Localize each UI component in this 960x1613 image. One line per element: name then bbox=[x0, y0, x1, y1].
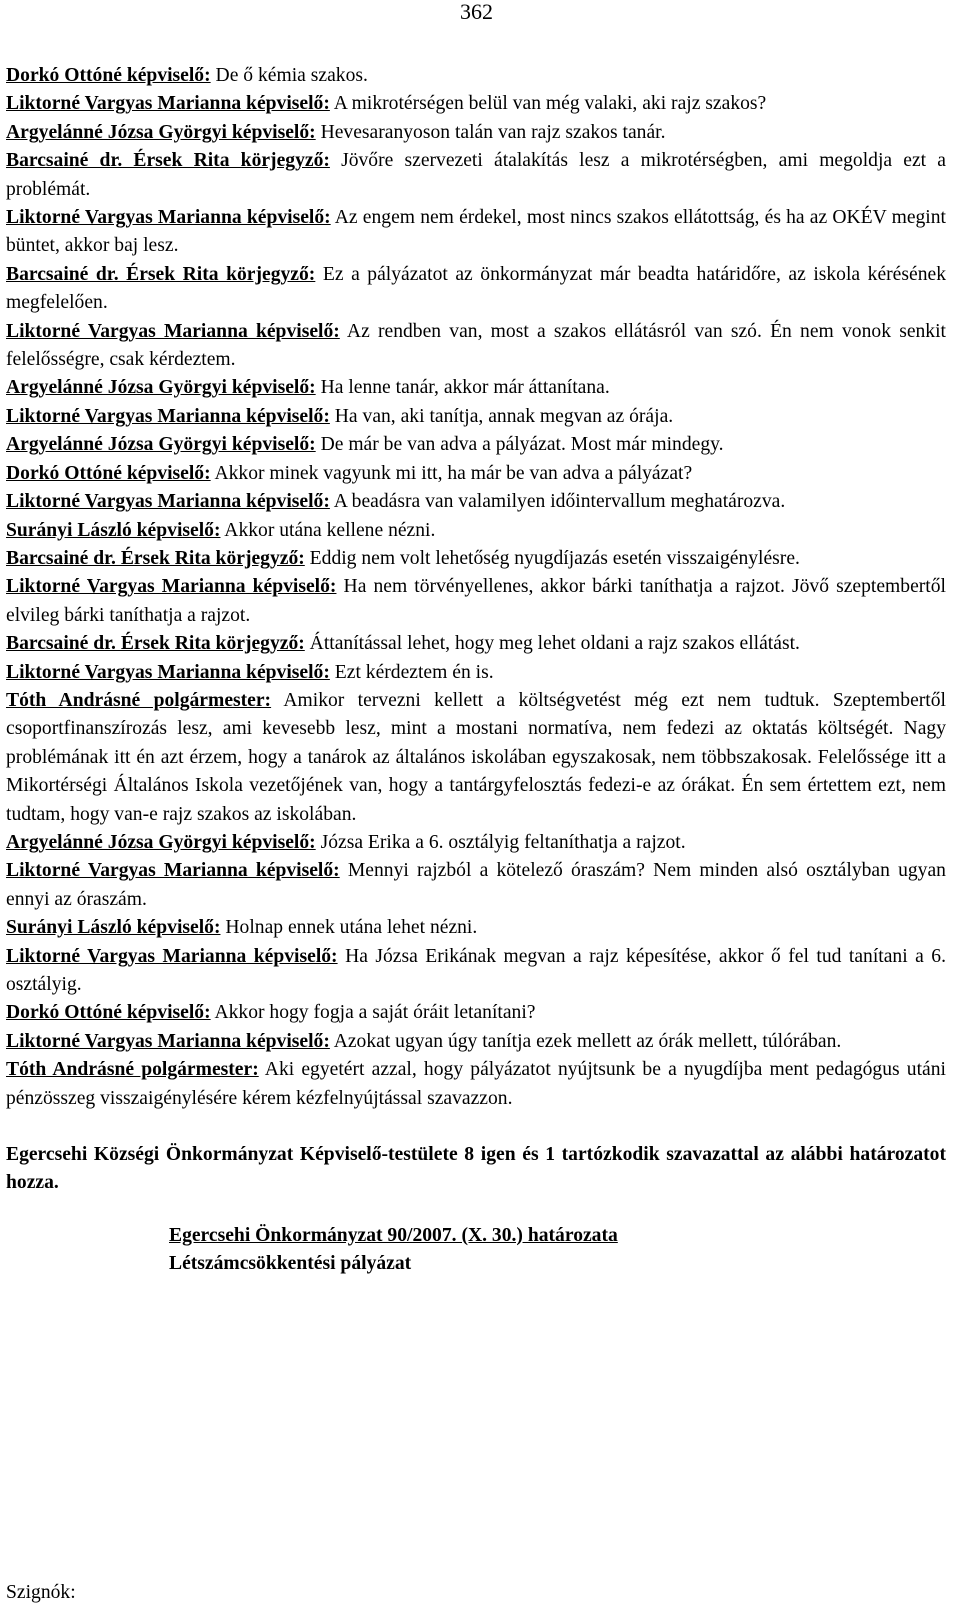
speaker-name: Liktorné Vargyas Marianna képviselő: bbox=[6, 320, 340, 342]
speech-text: Ha van, aki tanítja, annak megvan az órája. bbox=[329, 405, 674, 427]
dialogue-paragraph bbox=[6, 318, 946, 375]
speech-text: Akkor utána kellene nézni. bbox=[220, 519, 436, 541]
speech-text: Ha lenne tanár, akkor már áttanítana. bbox=[315, 377, 610, 399]
signatures-label: Szignók: bbox=[6, 1582, 76, 1603]
dialogue-paragraph bbox=[6, 687, 946, 829]
speaker-name: Dorkó Ottóné képviselő: bbox=[6, 1002, 211, 1024]
speaker-name: Argyelánné Józsa Györgyi képviselő: bbox=[6, 121, 316, 143]
speaker-name: Barcsainé dr. Érsek Rita körjegyző: bbox=[6, 150, 330, 172]
speech-text: De ő kémia szakos. bbox=[210, 65, 368, 86]
speech-text: Ha nem törvényellenes, akkor bárki taníthatja a rajzot. Jövő szeptembertől elvileg bárki taníthatja a rajzot. bbox=[6, 576, 946, 626]
dialogue-paragraph bbox=[6, 517, 946, 545]
speaker-name: Liktorné Vargyas Marianna képviselő: bbox=[6, 491, 330, 513]
speaker-name: Liktorné Vargyas Marianna képviselő: bbox=[6, 661, 330, 683]
speech-text: Áttanítással lehet, hogy meg lehet oldani a rajz szakos ellátást. bbox=[304, 633, 800, 655]
dialogue-paragraph bbox=[6, 829, 946, 857]
speaker-name: Liktorné Vargyas Marianna képviselő: bbox=[6, 945, 338, 967]
speaker-name: Argyelánné Józsa Györgyi képviselő: bbox=[6, 434, 316, 456]
speaker-name: Dorkó Ottóné képviselő: bbox=[6, 65, 211, 86]
speaker-name: Dorkó Ottóné képviselő: bbox=[6, 462, 211, 484]
dialogue-paragraph bbox=[6, 1028, 946, 1056]
speech-text: Józsa Erika a 6. osztályig feltaníthatja a rajzot. bbox=[315, 831, 686, 853]
dialogue-paragraph bbox=[6, 573, 946, 630]
speech-text: A beadásra van valamilyen időintervallum meghatározva. bbox=[329, 491, 786, 513]
dialogue-paragraph bbox=[6, 914, 946, 942]
speech-text: Aki egyetért azzal, hogy pályázatot nyújtsunk be a nyugdíjba ment pedagógus utáni pénzösszeg visszaigénylésére kérem kézfelnyújtással szavazzon. bbox=[6, 1059, 946, 1109]
speaker-name: Tóth Andrásné polgármester: bbox=[6, 689, 272, 711]
speech-text: De már be van adva a pályázat. Most már mindegy. bbox=[315, 434, 724, 456]
dialogue-paragraph bbox=[6, 62, 946, 90]
speaker-name: Argyelánné Józsa Györgyi képviselő: bbox=[6, 831, 316, 853]
speaker-name: Liktorné Vargyas Marianna képviselő: bbox=[6, 1030, 330, 1052]
dialogue-paragraph bbox=[6, 204, 946, 261]
speech-text: Az rendben van, most a szakos ellátásról van szó. Én nem vonok senkit felelősségre, csak kérdeztem. bbox=[6, 320, 946, 371]
speech-text: Akkor minek vagyunk mi itt, ha már be van adva a pályázat? bbox=[210, 462, 693, 484]
dialogue-paragraph bbox=[6, 460, 946, 488]
speech-text: Azokat ugyan úgy tanítja ezek mellett az órák mellett, túlórában. bbox=[329, 1030, 842, 1052]
speech-text: Hevesaranyoson talán van rajz szakos tanár. bbox=[315, 121, 666, 143]
speaker-name: Barcsainé dr. Érsek Rita körjegyző: bbox=[6, 633, 305, 655]
resolution-statement: Egercsehi Községi Önkormányzat Képviselő-testülete 8 igen és 1 tartózkodik szavazattal az alábbi határozatot hozza. bbox=[6, 1144, 946, 1194]
speech-text: Az engem nem érdekel, most nincs szakos ellátottság, és ha az OKÉV megint büntet, akkor baj lesz. bbox=[6, 207, 946, 257]
dialogue-paragraph bbox=[6, 431, 946, 459]
speaker-name: Liktorné Vargyas Marianna képviselő: bbox=[6, 576, 337, 598]
speech-text: Eddig nem volt lehetőség nyugdíjazás esetén visszaigénylésre. bbox=[304, 547, 800, 569]
dialogue-paragraph bbox=[6, 147, 946, 204]
dialogue-paragraph bbox=[6, 403, 946, 431]
dialogue-paragraph bbox=[6, 1056, 946, 1113]
speech-text: Jövőre szervezeti átalakítás lesz a mikrotérségben, ami megoldja ezt a problémát. bbox=[6, 150, 946, 200]
speaker-name: Tóth Andrásné polgármester: bbox=[6, 1059, 259, 1081]
decision-heading bbox=[169, 1222, 946, 1279]
dialogue-paragraph bbox=[6, 659, 946, 687]
dialogue-paragraph bbox=[6, 999, 946, 1027]
dialogue-paragraph bbox=[6, 630, 946, 658]
dialogue-paragraph bbox=[6, 943, 946, 1000]
speech-text: Ha Józsa Erikának megvan a rajz képesítése, akkor ő fel tud tanítani a 6. osztályig. bbox=[6, 945, 946, 995]
minutes-body bbox=[6, 62, 946, 1279]
dialogue-paragraph bbox=[6, 119, 946, 147]
speaker-name: Surányi László képviselő: bbox=[6, 519, 221, 541]
dialogue-paragraph bbox=[6, 857, 946, 914]
dialogue-paragraph bbox=[6, 545, 946, 573]
speaker-name: Surányi László képviselő: bbox=[6, 917, 221, 939]
speech-text: A mikrotérségen belül van még valaki, aki rajz szakos? bbox=[329, 93, 767, 115]
speech-text: Ez a pályázatot az önkormányzat már beadta határidőre, az iskola kérésének megfelelően. bbox=[6, 263, 946, 314]
speaker-name: Liktorné Vargyas Marianna képviselő: bbox=[6, 207, 331, 229]
speech-text: Holnap ennek utána lehet nézni. bbox=[220, 917, 478, 939]
speaker-name: Liktorné Vargyas Marianna képviselő: bbox=[6, 405, 330, 427]
dialogue-paragraph bbox=[6, 261, 946, 318]
decision-subtitle: Létszámcsökkentési pályázat bbox=[169, 1253, 412, 1275]
speaker-name: Barcsainé dr. Érsek Rita körjegyző: bbox=[6, 547, 305, 569]
speaker-name: Argyelánné Józsa Györgyi képviselő: bbox=[6, 377, 316, 399]
speech-text: Ezt kérdeztem én is. bbox=[329, 661, 494, 683]
dialogue-paragraph bbox=[6, 488, 946, 516]
page-number: 362 bbox=[460, 0, 493, 24]
decision-title: Egercsehi Önkormányzat 90/2007. (X. 30.) határozata bbox=[169, 1224, 618, 1246]
speech-text: Mennyi rajzból a kötelező óraszám? Nem minden alsó osztályban ugyan ennyi az óraszám. bbox=[6, 860, 946, 910]
speech-text: Akkor hogy fogja a saját óráit letanítani? bbox=[210, 1002, 536, 1024]
speech-text: Amikor tervezni kellett a költségvetést még ezt nem tudtuk. Szeptembertől csoportfinanszírozás lesz, ami kevesebb lesz, mint a mostani normatíva, nem fedezi az oktatás költségét. Nagy problémának itt én azt érzem, hogy a tanárok az általános iskolában egyszakosak, nem többszakosak. Felelőssége itt a Mikortérségi Általános Iskola vezetőjének van, hogy a tantárgyfelosztás fedezi-e az órákat. Én sem értettem ezt, nem tudtam, hogy van-e rajz szakos az iskolában. bbox=[6, 689, 946, 825]
dialogue-paragraph bbox=[6, 374, 946, 402]
dialogue-list bbox=[6, 62, 946, 1113]
speaker-name: Barcsainé dr. Érsek Rita körjegyző: bbox=[6, 263, 316, 285]
dialogue-paragraph bbox=[6, 90, 946, 118]
speaker-name: Liktorné Vargyas Marianna képviselő: bbox=[6, 860, 340, 882]
speaker-name: Liktorné Vargyas Marianna képviselő: bbox=[6, 93, 330, 115]
